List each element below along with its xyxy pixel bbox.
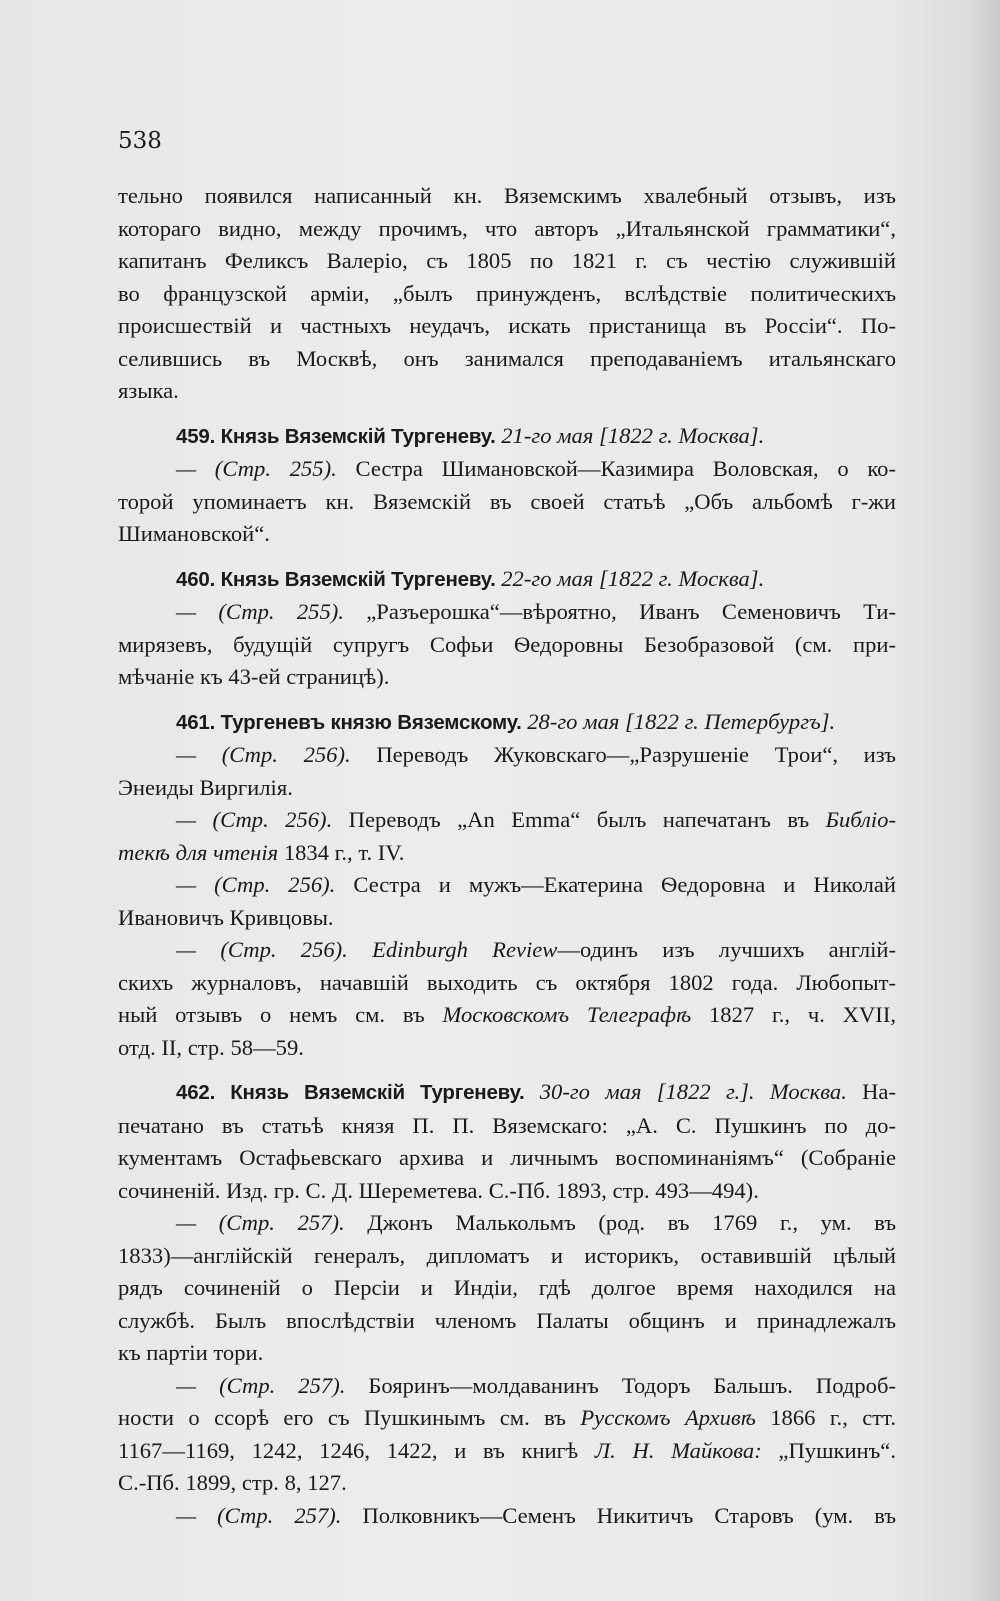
entry-heading-461: 461. Тургеневъ князю Вяземскому. 28-го мая [1822 г. Петербургъ].: [176, 708, 836, 734]
text-line: во французской арміи, „былъ принужденъ, вслѣдствіе политическихъ: [118, 280, 896, 306]
text-line: селившись въ Москвѣ, онъ занимался преподаваніемъ итальянскаго: [118, 345, 896, 371]
entry-title: 460. Князь Вяземскій Тургеневу.: [176, 567, 496, 591]
text-line: рядъ сочиненій о Персіи и Индіи, гдѣ долгое время находился на: [118, 1275, 896, 1300]
note-line: — (Стр. 256). Переводъ Жуковскаго—„Разрушеніе Трои“, изъ: [176, 742, 896, 767]
text-line: тельно появился написанный кн. Вяземскимъ хвалебный отзывъ, изъ: [118, 183, 896, 208]
note-line: — (Стр. 256). Сестра и мужъ—Екатерина Ѳедоровна и Николай: [176, 872, 897, 897]
text-line: ности о ссорѣ его съ Пушкинымъ см. въ Русскомъ Архивѣ 1866 г., стт.: [118, 1405, 896, 1430]
note-line: — (Стр. 255). Сестра Шимановской—Казимира Воловская, о ко-: [176, 456, 896, 481]
note-line: — (Стр. 256). Переводъ „An Emma“ былъ напечатанъ въ Библіо-: [176, 807, 896, 832]
text-line: кументамъ Остафьевскаго архива и личнымъ воспоминаніямъ“ (Собраніе: [118, 1145, 896, 1170]
text-line: къ партіи тори.: [118, 1340, 264, 1365]
text-line: сочиненій. Изд. гр. С. Д. Шереметева. С.-Пб. 1893, стр. 493—494).: [118, 1177, 759, 1203]
entry-title: 459. Князь Вяземскій Тургеневу.: [176, 424, 496, 448]
entry-heading-462: 462. Князь Вяземскій Тургеневу. 30-го мая [1822 г.]. Москва. На-: [176, 1079, 896, 1104]
text-line: ный отзывъ о немъ см. въ Московскомъ Телеграфѣ 1827 г., ч. XVII,: [118, 1002, 897, 1027]
text-line: мѣчаніе къ 43-ей страницѣ).: [118, 664, 390, 689]
note-line: — (Стр. 257). Полковникъ—Семенъ Никитичъ Старовъ (ум. въ: [176, 1502, 896, 1528]
text-line: отд. II, стр. 58—59.: [118, 1034, 304, 1060]
text-line: С.-Пб. 1899, стр. 8, 127.: [118, 1470, 347, 1495]
note-line: — (Стр. 256). Edinburgh Review—одинъ изъ лучшихъ англій-: [176, 937, 897, 962]
entry-heading-460: 460. Князь Вяземскій Тургеневу. 22-го мая [1822 г. Москва].: [176, 565, 765, 591]
entry-heading-459: 459. Князь Вяземскій Тургеневу. 21-го мая [1822 г. Москва].: [176, 422, 765, 448]
text-line: котораго видно, между прочимъ, что авторъ „Итальянской грамматики“,: [118, 215, 896, 241]
text-line: Шимановской“.: [118, 521, 270, 546]
page-number: 538: [118, 128, 162, 154]
text-line: языка.: [118, 378, 179, 403]
text-line: Энеиды Виргилія.: [118, 774, 293, 800]
text-line: мирязевъ, будущій супругъ Софьи Ѳедоровны Безобразовой (см. при-: [118, 631, 896, 657]
entry-title: 462. Князь Вяземскій Тургеневу.: [176, 1081, 525, 1104]
text-line: текѣ для чтенія 1834 г., т. IV.: [118, 839, 405, 865]
text-line: капитанъ Феликсъ Валеріо, съ 1805 по 1821 г. съ честію служившій: [118, 248, 896, 273]
text-line: печатано въ статьѣ князя П. П. Вяземскаго: „А. С. Пушкинъ по до-: [118, 1112, 896, 1138]
text-line: 1167—1169, 1242, 1246, 1422, и въ книгѣ Л. Н. Майкова: „Пушкинъ“.: [118, 1437, 896, 1463]
page-text: [118, 180, 896, 1532]
entry-title: 461. Тургеневъ князю Вяземскому.: [176, 710, 522, 734]
text-line: службѣ. Былъ впослѣдствіи членомъ Палаты общинъ и принадлежалъ: [118, 1307, 896, 1333]
note-line: — (Стр. 255). „Разъерошка“—вѣроятно, Иванъ Семеновичъ Ти-: [176, 599, 896, 624]
note-line: — (Стр. 257). Бояринъ—молдаванинъ Тодоръ Бальшъ. Подроб-: [176, 1372, 896, 1398]
text-line: Ивановичъ Кривцовы.: [118, 904, 334, 930]
text-line: 1833)—англійскій генералъ, дипломатъ и историкъ, оставившій цѣлый: [118, 1242, 896, 1268]
text-line: торой упоминаетъ кн. Вяземскій въ своей статьѣ „Объ альбомѣ г-жи: [118, 488, 896, 514]
text-line: происшествій и частныхъ неудачъ, искать пристанища въ Россіи“. По-: [118, 313, 896, 338]
text-line: скихъ журналовъ, начавшій выходить съ октября 1802 года. Любопыт-: [118, 969, 896, 995]
note-line: — (Стр. 257). Джонъ Малькольмъ (род. въ 1769 г., ум. въ: [176, 1210, 897, 1235]
